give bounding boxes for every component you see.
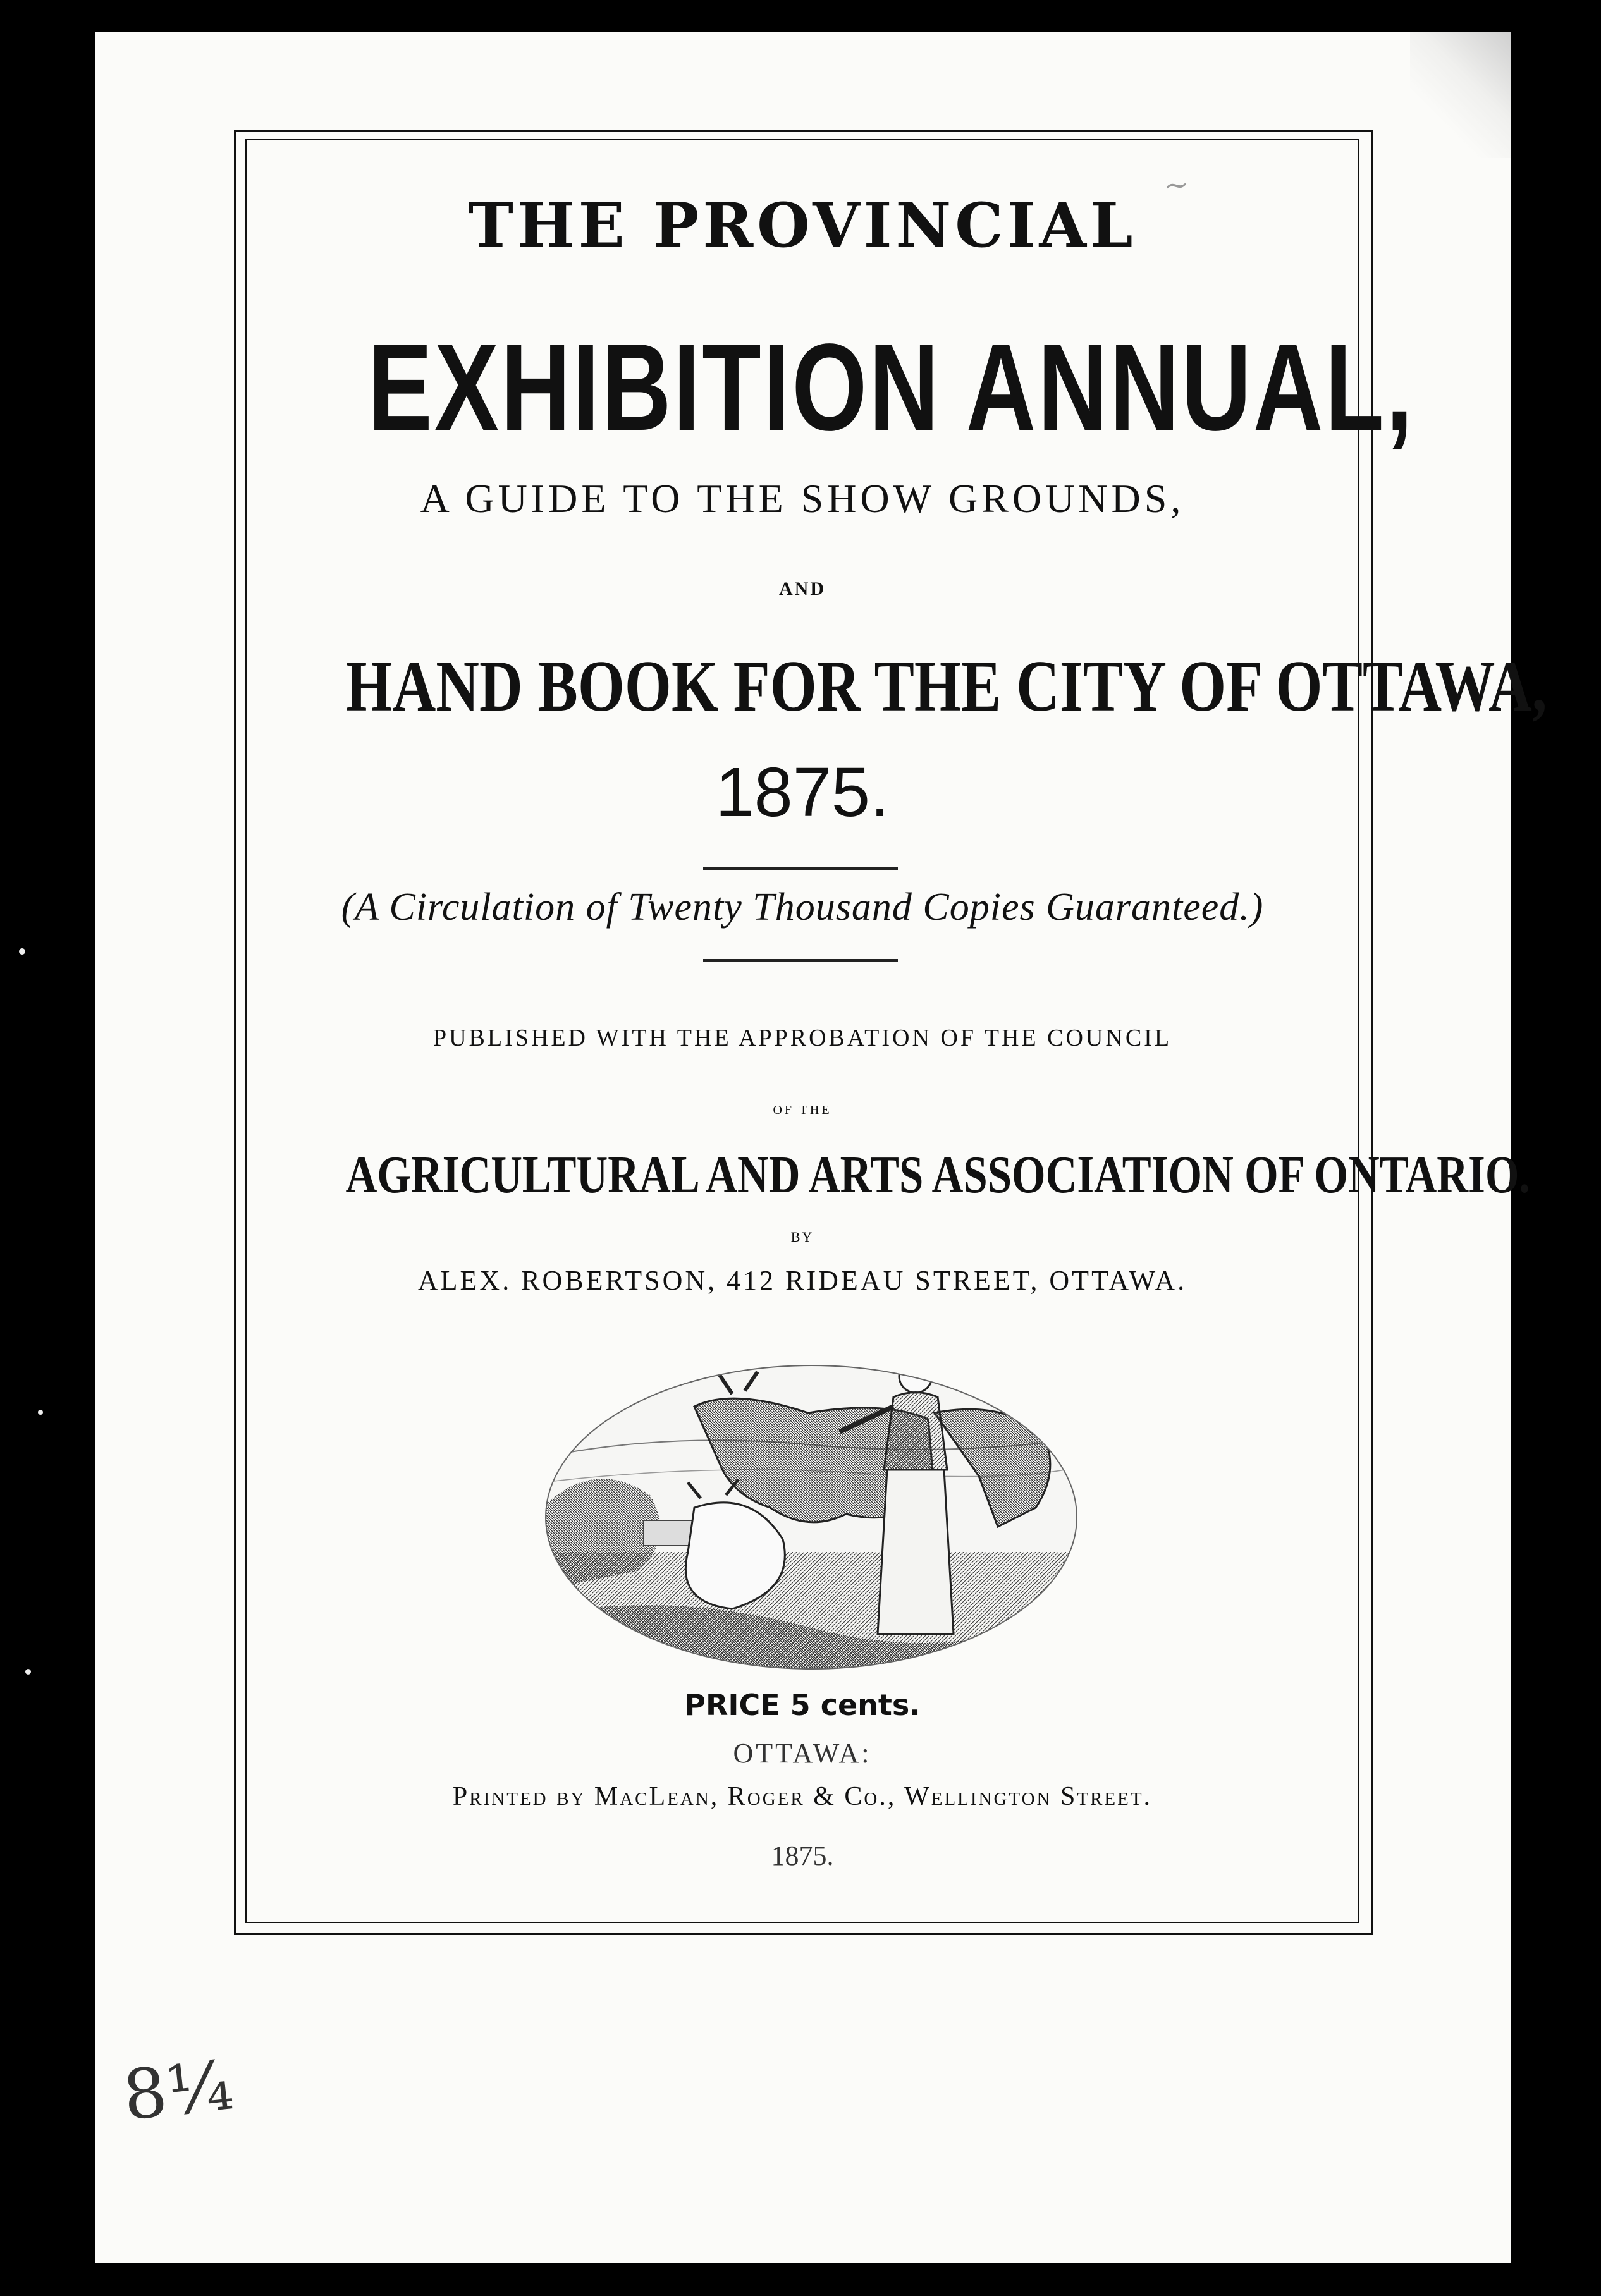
author-address: ALEX. ROBERTSON, 412 RIDEAU STREET, OTTAWA. bbox=[417, 1265, 1187, 1296]
torn-corner bbox=[1410, 32, 1511, 158]
paper-speck bbox=[38, 1410, 43, 1415]
by-line: BY bbox=[790, 1229, 814, 1245]
pencil-mark: ~ bbox=[1162, 166, 1191, 204]
paper-speck bbox=[19, 948, 25, 955]
handbook-line: HAND BOOK FOR THE CITY OF OTTAWA, bbox=[345, 646, 1547, 727]
printer-imprint: Printed by MacLean, Roger & Co., Wellington Street. bbox=[452, 1782, 1153, 1811]
engraving-illustration bbox=[543, 1362, 1080, 1672]
title-line-1: THE PROVINCIAL bbox=[468, 190, 1137, 261]
circulation-note: (A Circulation of Twenty Thousand Copies Guaranteed.) bbox=[341, 886, 1264, 929]
imprint-year: 1875. bbox=[771, 1840, 834, 1871]
imprint-city: OTTAWA: bbox=[733, 1738, 872, 1769]
divider-rule bbox=[703, 867, 898, 870]
title-line-2: EXHIBITION ANNUAL, bbox=[367, 318, 1415, 456]
association-name: AGRICULTURAL AND ARTS ASSOCIATION OF ONTARIO. bbox=[345, 1145, 1530, 1204]
conjunction: AND bbox=[779, 578, 826, 599]
year: 1875. bbox=[715, 754, 890, 831]
price: PRICE 5 cents. bbox=[684, 1688, 921, 1722]
divider-rule bbox=[703, 959, 898, 962]
paper-speck bbox=[25, 1669, 31, 1675]
subtitle: A GUIDE TO THE SHOW GROUNDS, bbox=[420, 476, 1185, 521]
of-the: OF THE bbox=[773, 1103, 832, 1117]
handwritten-note: 8¼ bbox=[119, 2046, 237, 2136]
published-line: PUBLISHED WITH THE APPROBATION OF THE COUNCIL bbox=[432, 1025, 1172, 1051]
